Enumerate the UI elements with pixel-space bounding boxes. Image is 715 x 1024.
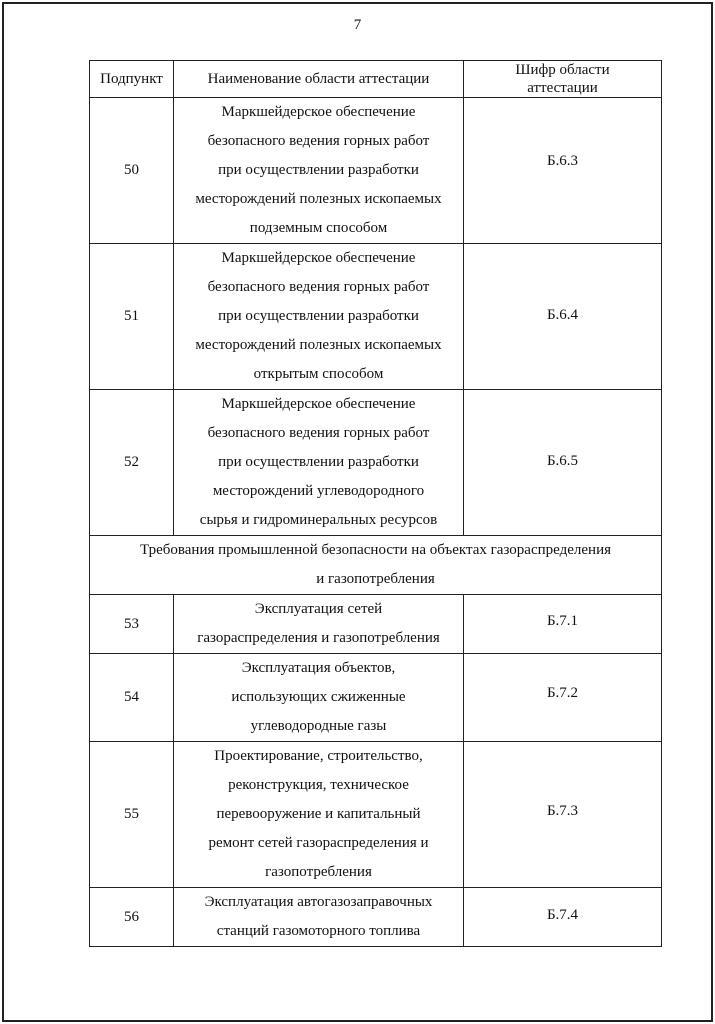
row-code: Б.6.4 [464,244,662,390]
row-number: 52 [90,390,174,536]
row-name-line: при осуществлении разработки [218,454,419,470]
row-number: 50 [90,98,174,244]
row-name-line: при осуществлении разработки [218,162,419,178]
row-name-line: газораспределения и газопотребления [197,630,440,646]
row-name-line: Проектирование, строительство, [214,748,423,764]
table-row [90,888,662,947]
section-heading [90,536,662,595]
table-row [90,595,662,654]
header-code-line: Шифр области [515,62,610,78]
row-name-line: Маркшейдерское обеспечение [221,396,416,412]
header-code-line: аттестации [527,80,598,96]
header-subitem: Подпункт [90,61,174,98]
row-code: Б.7.4 [464,888,662,947]
table-row [90,742,662,888]
row-code: Б.7.3 [464,742,662,888]
row-code: Б.6.5 [464,390,662,536]
row-name [174,244,464,390]
row-code: Б.7.1 [464,595,662,654]
row-name-line: подземным способом [249,220,388,236]
section-heading-line: Требования промышленной безопасности на объектах газораспределения [140,542,611,558]
row-code: Б.6.3 [464,98,662,244]
row-name-line: безопасного ведения горных работ [207,133,430,149]
row-name-line: месторождений полезных ископаемых [195,337,442,353]
row-code: Б.7.2 [464,654,662,742]
row-name [174,98,464,244]
row-name-line: использующих сжиженные [231,689,406,705]
row-name-line: реконструкция, техническое [228,777,409,793]
row-name [174,595,464,654]
row-name-line: Эксплуатация автогазозаправочных [204,894,433,910]
header-name: Наименование области аттестации [174,61,464,98]
row-name-line: Маркшейдерское обеспечение [221,104,416,120]
table-row [90,98,662,244]
row-name-line: сырья и гидроминеральных ресурсов [199,512,438,528]
row-name-line: Эксплуатация сетей [254,601,383,617]
table-row [90,654,662,742]
row-name-line: углеводородные газы [250,718,387,734]
table-row [90,244,662,390]
section-row [90,536,662,595]
row-name-line: безопасного ведения горных работ [207,425,430,441]
row-name [174,888,464,947]
row-name-line: месторождений углеводородного [212,483,425,499]
attestation-table [89,60,662,947]
row-name [174,742,464,888]
row-name-line: Эксплуатация объектов, [241,660,396,676]
table-row [90,390,662,536]
header-code [464,61,662,98]
row-name-line: при осуществлении разработки [218,308,419,324]
row-name [174,390,464,536]
section-heading-line: и газопотребления [316,571,435,587]
row-name-line: безопасного ведения горных работ [207,279,430,295]
row-name-line: газопотребления [265,864,372,880]
row-number: 56 [90,888,174,947]
row-name-line: Маркшейдерское обеспечение [221,250,416,266]
row-name-line: открытым способом [253,366,384,382]
row-name-line: месторождений полезных ископаемых [195,191,442,207]
row-number: 51 [90,244,174,390]
row-name [174,654,464,742]
row-name-line: ремонт сетей газораспределения и [208,835,429,851]
table-header-row [90,61,662,98]
row-name-line: перевооружение и капитальный [216,806,421,822]
row-number: 54 [90,654,174,742]
page-number: 7 [353,17,362,33]
row-number: 53 [90,595,174,654]
row-name-line: станций газомоторного топлива [216,923,421,939]
row-number: 55 [90,742,174,888]
